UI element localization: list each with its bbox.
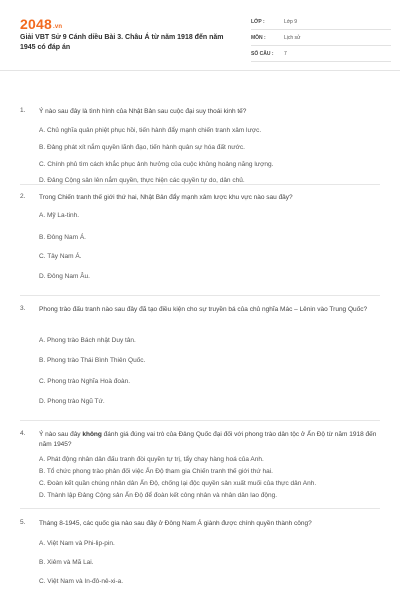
answer-option[interactable]: C. Việt Nam và In-đô-nê-xi-a. bbox=[39, 578, 124, 585]
answer-option[interactable]: C. Đoàn kết quần chúng nhân dân Ấn Độ, chống lại độc quyền sản xuất muối của thực dân Anh. bbox=[39, 480, 317, 487]
question-divider bbox=[20, 420, 380, 421]
question-3 bbox=[20, 305, 380, 415]
question-divider bbox=[20, 295, 380, 296]
question-4 bbox=[20, 430, 380, 510]
question-number: 3. bbox=[20, 305, 26, 312]
meta-key: LỚP : bbox=[251, 18, 265, 25]
meta-value: Lịch sử bbox=[284, 34, 301, 41]
question-1 bbox=[20, 107, 380, 184]
question-number: 5. bbox=[20, 519, 26, 526]
document-title: Giải VBT Sử 9 Cánh diều Bài 3. Châu Á từ năm 1918 đến năm 1945 có đáp án bbox=[20, 34, 224, 51]
question-number: 1. bbox=[20, 107, 26, 114]
answer-option[interactable]: C. Phong trào Nghĩa Hoà đoàn. bbox=[39, 378, 131, 385]
question-text: Trong Chiến tranh thế giới thứ hai, Nhật Bản đẩy mạnh xâm lược khu vực nào sau đây? bbox=[39, 194, 293, 201]
question-number: 4. bbox=[20, 430, 26, 437]
question-number: 2. bbox=[20, 193, 26, 200]
answer-option[interactable]: D. Đảng Cộng sản lên nắm quyền, thực hiện các quyền tự do, dân chủ. bbox=[39, 177, 245, 184]
answer-option[interactable]: A. Việt Nam và Phi-lip-pin. bbox=[39, 540, 115, 547]
logo-text: 2048 bbox=[20, 16, 52, 32]
meta-row-question-count bbox=[251, 46, 391, 62]
question-text-emphasis: không bbox=[82, 431, 102, 438]
question-text: Phong trào đấu tranh nào sau đây đã tạo điều kiện cho sự truyền bá của chủ nghĩa Mác – Lênin vào Trung Quốc? bbox=[39, 306, 368, 313]
site-logo[interactable] bbox=[20, 16, 62, 32]
meta-value: 7 bbox=[284, 50, 287, 57]
question-text: Tháng 8-1945, các quốc gia nào sau đây ở Đông Nam Á giành được chính quyền thành công? bbox=[39, 520, 312, 527]
answer-option[interactable]: D. Thành lập Đảng Cộng sản Ấn Độ để đoàn kết công nhân và nhân dân lao động. bbox=[39, 492, 278, 499]
document-header bbox=[0, 0, 400, 71]
answer-option[interactable]: A. Chủ nghĩa quân phiệt phục hồi, tiến hành đẩy mạnh chiến tranh xâm lược. bbox=[39, 127, 262, 134]
question-divider bbox=[20, 184, 380, 185]
meta-value: Lớp 9 bbox=[284, 18, 298, 25]
answer-option[interactable]: D. Phong trào Ngũ Tứ. bbox=[39, 398, 105, 405]
answer-option[interactable]: B. Đông Nam Á. bbox=[39, 234, 86, 241]
question-2 bbox=[20, 193, 380, 280]
meta-row-grade bbox=[251, 14, 391, 30]
answer-option[interactable]: B. Đảng phát xít nắm quyền lãnh đạo, tiến hành quân sự hóa đất nước. bbox=[39, 144, 245, 151]
answer-option[interactable]: C. Chính phủ tìm cách khắc phục ảnh hưởng của cuộc khủng hoảng năng lượng. bbox=[39, 161, 274, 168]
answer-option[interactable]: B. Phong trào Thái Bình Thiên Quốc. bbox=[39, 357, 146, 364]
answer-option[interactable]: D. Đông Nam Âu. bbox=[39, 273, 90, 280]
answer-option[interactable]: A. Mỹ La-tinh. bbox=[39, 212, 80, 219]
logo-suffix: .vn bbox=[52, 24, 63, 30]
question-5 bbox=[20, 519, 380, 594]
question-text: Ý nào sau đây là tình hình của Nhật Bản sau cuộc đại suy thoái kinh tế? bbox=[39, 108, 247, 115]
question-text-end: đánh giá đúng vai trò của Đảng Quốc đại đối với phong trào dân tộc ở Ấn Độ từ năm 1918 đến năm 1945? bbox=[39, 431, 377, 448]
answer-option[interactable]: B. Tổ chức phong trào phản đối việc Ấn Độ tham gia Chiến tranh thế giới thứ hai. bbox=[39, 468, 273, 475]
question-text-start: Ý nào sau đây bbox=[39, 431, 83, 438]
question-divider bbox=[20, 508, 380, 509]
answer-option[interactable]: A. Phát động nhân dân đấu tranh đòi quyền tự trị, tẩy chay hàng hoá của Anh. bbox=[39, 456, 264, 463]
answer-option[interactable]: B. Xiêm và Mã Lai. bbox=[39, 559, 94, 566]
meta-key: MÔN : bbox=[251, 34, 266, 41]
answer-option[interactable]: A. Phong trào Bách nhật Duy tân. bbox=[39, 337, 136, 344]
meta-row-subject bbox=[251, 30, 391, 46]
answer-option[interactable]: C. Tây Nam Á. bbox=[39, 253, 82, 260]
question-text bbox=[39, 430, 379, 450]
document-meta-table bbox=[251, 14, 391, 62]
meta-key: SỐ CÂU : bbox=[251, 50, 274, 57]
